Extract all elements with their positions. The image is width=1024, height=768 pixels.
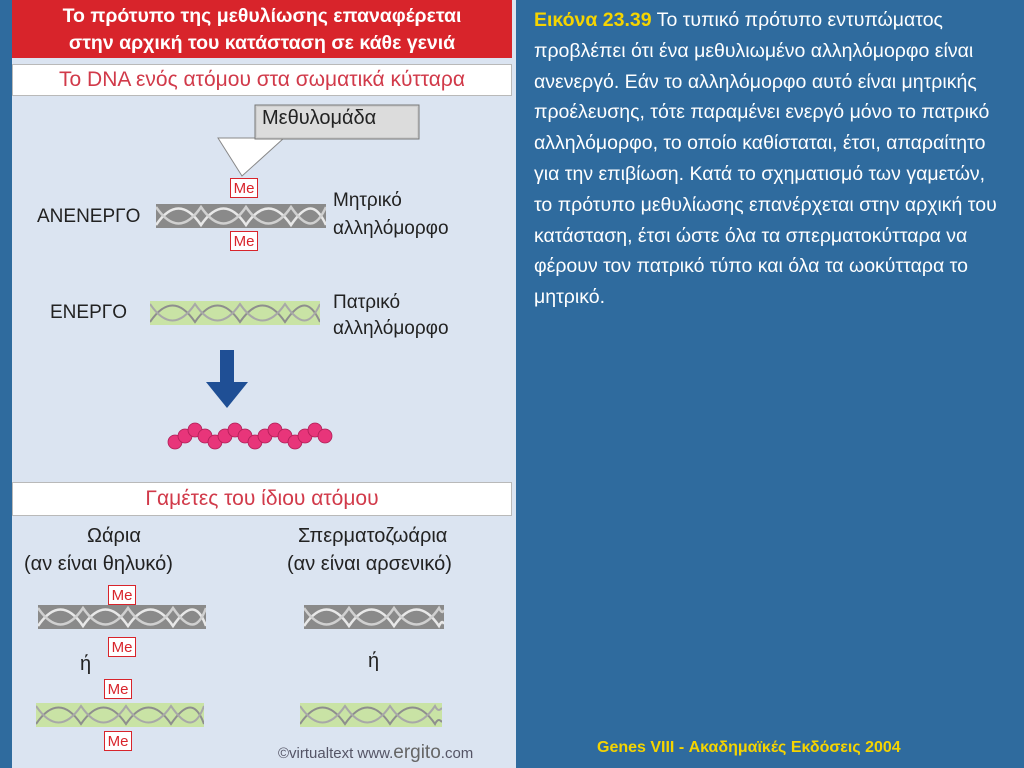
methyl-tag: Me — [104, 731, 132, 751]
methyl-tag: Me — [230, 178, 258, 198]
figure-caption — [534, 5, 1008, 313]
title-line-2: στην αρχική του κατάσταση σε κάθε γενιά — [68, 32, 456, 54]
or-label-sperm: ή — [368, 650, 380, 672]
sperm-first-dna — [304, 600, 444, 634]
egg-methylated-dna — [38, 600, 206, 634]
maternal-label-2: αλληλόμορφο — [333, 218, 449, 239]
eggs-label-1: Ωάρια — [87, 525, 141, 547]
methyl-group-label: Μεθυλομάδα — [262, 107, 377, 129]
eggs-label-2: (αν είναι θηλυκό) — [24, 553, 173, 575]
active-label: ΕΝΕΡΓΟ — [50, 302, 127, 323]
paternal-label-2: αλληλόμορφο — [333, 318, 449, 339]
maternal-dna-strand — [156, 199, 326, 233]
maternal-label-1: Μητρικό — [333, 190, 402, 211]
sperm-second-dna — [300, 698, 442, 732]
book-credit: Genes VIII - Ακαδημαϊκές Εκδόσεις 2004 — [597, 739, 901, 756]
watermark-prefix: ©virtualtext www. — [278, 745, 394, 762]
paternal-dna-strand — [150, 296, 320, 330]
diagram-title — [12, 0, 512, 58]
watermark-brand: ergito — [393, 742, 441, 763]
somatic-dna-header: Το DNA ενός ατόμου στα σωματικά κύτταρα — [12, 64, 512, 96]
caption-text: Το τυπικό πρότυπο εντυπώματος προβλέπει ότι ένα μεθυλιωμένο αλληλόμορφο είναι ανενεργό. Εάν το αλληλόμορφο αυτό είναι μητρικής προέλευσης, τότε παραμένει ενεργό μόνο το πατρικό αλληλόμορφο, το οποίο καθίσταται, έτσι, απαραίτητο για την επιβίωση. Κατά το σχηματισμό των γαμετών, το πρότυπο μεθυλίωσης επανέρχεται στην αρχική του κατάσταση, έτσι ώστε όλα τα σπερματοκύτταρα να φέρουν τον πατρικό τύπο και όλα τα ωοκύτταρα το μητρικό. — [534, 9, 997, 309]
watermark — [278, 742, 473, 764]
egg-second-dna — [36, 698, 204, 732]
protein-bead — [318, 429, 332, 443]
left-strip — [0, 0, 12, 768]
inactive-label: ΑΝΕΝΕΡΓΟ — [37, 206, 141, 227]
sperm-label-1: Σπερματοζωάρια — [298, 525, 448, 547]
down-arrow-icon — [204, 350, 250, 410]
methyl-tag: Me — [108, 585, 136, 605]
sperm-label-2: (αν είναι αρσενικό) — [287, 553, 452, 575]
or-label-eggs: ή — [80, 653, 92, 675]
methyl-tag: Me — [104, 679, 132, 699]
title-line-1: Το πρότυπο της μεθυλίωσης επαναφέρεται — [62, 5, 462, 27]
methyl-tag: Me — [108, 637, 136, 657]
watermark-suffix: .com — [440, 745, 474, 762]
paternal-label-1: Πατρικό — [333, 292, 401, 313]
protein-bead-chain — [166, 416, 336, 454]
gametes-header: Γαμέτες του ίδιου ατόμου — [12, 482, 512, 516]
figure-number: Εικόνα 23.39 — [534, 9, 652, 31]
methyl-tag: Me — [230, 231, 258, 251]
